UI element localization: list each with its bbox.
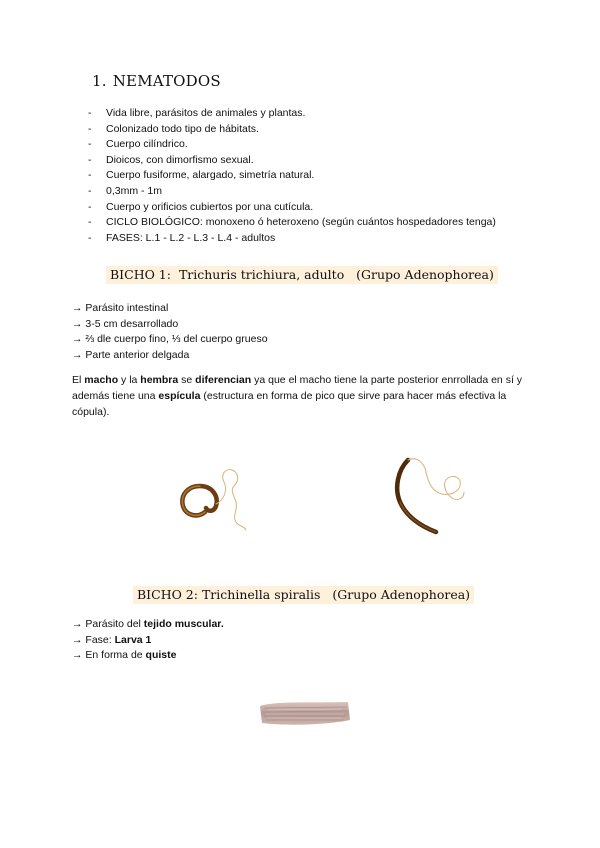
- bold-term: hembra: [140, 374, 179, 386]
- feature-text: Parásito intestinal: [85, 302, 169, 314]
- feature-text: ⅔ dle cuerpo fino, ⅓ del cuerpo grueso: [85, 333, 268, 346]
- text: se: [178, 374, 196, 386]
- list-item: - Cuerpo fusiforme, alargado, simetría natural.: [88, 168, 496, 184]
- bicho2-group: (Grupo Adenophorea): [332, 587, 471, 602]
- feature-text: Parásito del: [85, 618, 144, 630]
- list-item: [72, 648, 224, 664]
- bold-term: espícula: [158, 390, 201, 402]
- bold-term: tejido muscular.: [143, 618, 224, 630]
- list-item: - FASES: L.1 - L.2 - L.3 - L.4 - adultos: [88, 231, 496, 247]
- arrow-icon: →: [72, 333, 83, 346]
- bold-term: quiste: [145, 649, 177, 662]
- bicho2-heading: [133, 586, 474, 604]
- bicho1-heading: [106, 266, 498, 284]
- text: y la: [118, 374, 141, 386]
- list-item: [72, 617, 224, 633]
- trichinella-muscle-image: [256, 698, 352, 728]
- feature-text: En forma de: [85, 649, 146, 662]
- section-number: 1.: [92, 72, 107, 90]
- bicho2-features: [72, 617, 224, 664]
- list-item: - Cuerpo cilíndrico.: [88, 137, 496, 153]
- bold-term: diferencian: [195, 374, 252, 386]
- arrow-icon: →: [72, 618, 83, 630]
- list-item: - Colonizado todo tipo de hábitats.: [88, 122, 496, 138]
- list-item: - Dioicos, con dimorfismo sexual.: [88, 153, 496, 169]
- bicho2-label: BICHO 2:: [137, 587, 198, 602]
- feature-text: Parte anterior delgada: [85, 348, 190, 361]
- bold-term: macho: [84, 374, 119, 386]
- list-item: [72, 348, 268, 364]
- arrow-icon: →: [72, 348, 83, 361]
- bicho1-name: Trichuris trichiura, adulto: [178, 267, 345, 282]
- section-title-text: NEMATODOS: [112, 72, 221, 90]
- list-item: - Cuerpo y orificios cubiertos por una cutícula.: [88, 200, 496, 216]
- list-item: [72, 332, 268, 348]
- bicho1-label: BICHO 1:: [110, 267, 171, 282]
- bicho1-features: [72, 301, 268, 363]
- characteristics-list: [88, 106, 496, 246]
- section-title: [92, 72, 221, 90]
- list-item: - Vida libre, parásitos de animales y plantas.: [88, 106, 496, 122]
- text: (estructura en forma de pico que sirve para hacer más efectiva la cópula).: [72, 390, 507, 418]
- feature-text: Fase:: [85, 633, 115, 646]
- text: El: [72, 374, 85, 386]
- list-item: - CICLO BIOLÓGICO: monoxeno ó heteroxeno (según cuántos hospedadores tenga): [88, 215, 496, 231]
- bicho1-group: (Grupo Adenophorea): [356, 267, 494, 282]
- text: ya que el macho tiene la parte posterior enrrollada en sí y además tiene una: [72, 374, 523, 402]
- feature-text: 3-5 cm desarrollado: [85, 317, 179, 330]
- list-item: - 0,3mm - 1m: [88, 184, 496, 200]
- bold-term: Larva 1: [114, 633, 152, 646]
- trichuris-female-image: [388, 452, 470, 536]
- arrow-icon: →: [72, 649, 83, 662]
- bicho2-name: Trichinella spiralis: [201, 587, 321, 602]
- arrow-icon: →: [72, 317, 83, 330]
- arrow-icon: →: [72, 633, 83, 646]
- dimorphism-paragraph: [72, 372, 534, 420]
- list-item: [72, 301, 268, 317]
- list-item: [72, 317, 268, 333]
- trichuris-male-image: [172, 460, 256, 538]
- arrow-icon: →: [72, 302, 83, 314]
- list-item: [72, 633, 224, 649]
